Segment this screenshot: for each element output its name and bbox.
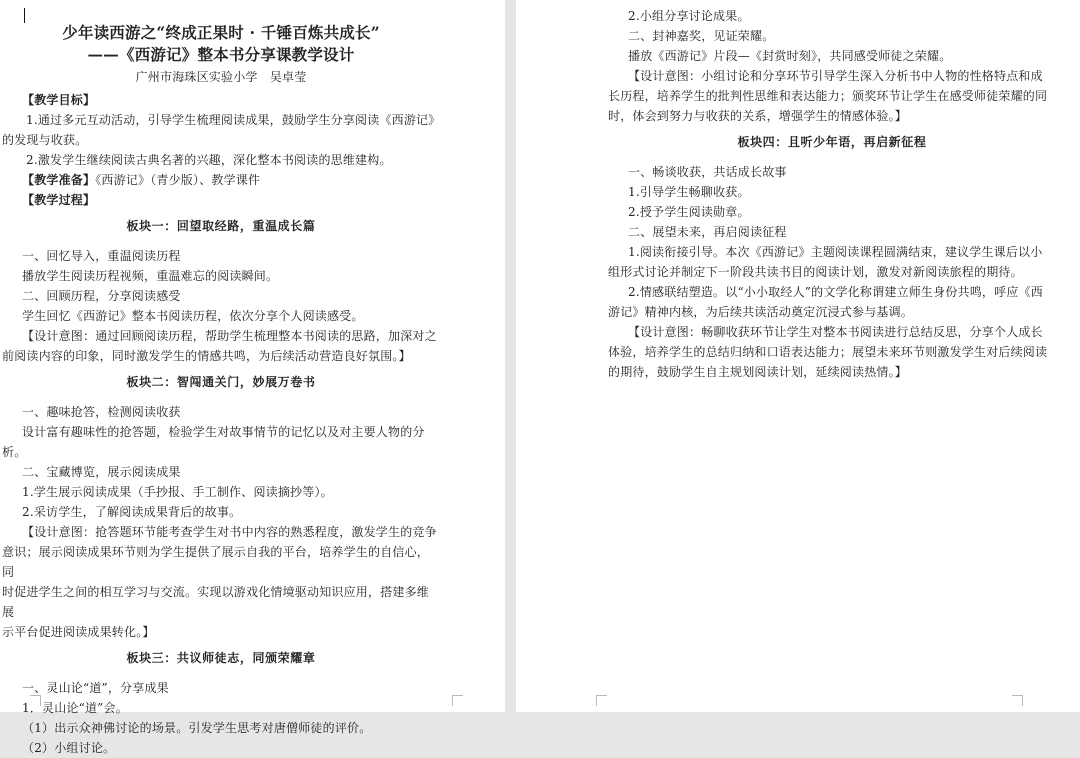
block-2-section-1: 一、趣味抢答，检测阅读收获 bbox=[22, 405, 181, 419]
block-3-section-2-text: 播放《西游记》片段—《封赏时刻》，共同感受师徒之荣耀。 bbox=[628, 49, 952, 63]
block-4-intent-b: 体验，培养学生的总结归纳和口语表达能力；展望未来环节则激发学生对后续阅读 bbox=[608, 345, 1048, 359]
block-1-section-2-text: 学生回忆《西游记》整本书阅读历程，依次分享个人阅读感受。 bbox=[22, 309, 364, 323]
prep-text: 《西游记》（青少版）、教学课件 bbox=[95, 173, 261, 187]
goal-2: 2.激发学生继续阅读古典名著的兴趣，深化整本书阅读的思维建构。 bbox=[26, 153, 392, 167]
block-3-item-1b: （2）小组讨论。 bbox=[22, 741, 116, 755]
block-4-s2-item-1b: 组形式讨论并制定下一阶段共读书目的阅读计划，激发对新阅读旅程的期待。 bbox=[608, 265, 1023, 279]
document-subtitle: ——《西游记》整本书分享课教学设计 bbox=[87, 45, 355, 64]
block-3-heading: 板块三：共议师徒志，同颁荣耀章 bbox=[126, 651, 316, 665]
author-line: 广州市海珠区实验小学 吴卓莹 bbox=[135, 70, 307, 84]
block-3-section-1: 一、灵山论“道”，分享成果 bbox=[22, 681, 169, 695]
block-4-heading: 板块四：且听少年语，再启新征程 bbox=[737, 135, 927, 149]
document-page-left bbox=[0, 0, 505, 755]
goal-1-line-b: 的发现与收获。 bbox=[2, 133, 88, 147]
block-3-intent-a: 【设计意图：小组讨论和分享环节引导学生深入分析书中人物的性格特点和成 bbox=[628, 69, 1043, 83]
block-2-section-2: 二、宝藏博览，展示阅读成果 bbox=[22, 465, 181, 479]
block-1-intent-a: 【设计意图：通过回顾阅读历程，帮助学生梳理整本书阅读的思路，加深对之 bbox=[22, 329, 437, 343]
block-4-item-2: 2.授予学生阅读勋章。 bbox=[628, 205, 750, 219]
page-right-content[interactable] bbox=[608, 6, 1056, 382]
block-1-heading: 板块一：回望取经路，重温成长篇 bbox=[126, 219, 316, 233]
goals-label: 【教学目标】 bbox=[22, 93, 96, 107]
block-2-item-1: 1.学生展示阅读成果（手抄报、手工制作、阅读摘抄等）。 bbox=[22, 485, 333, 499]
block-4-item-1: 1.引导学生畅聊收获。 bbox=[628, 185, 750, 199]
block-3-item-2: 2.小组分享讨论成果。 bbox=[628, 9, 750, 23]
block-1-section-1-text: 播放学生阅读历程视频，重温难忘的阅读瞬间。 bbox=[22, 269, 279, 283]
block-2-intent-d: 示平台促进阅读成果转化。】 bbox=[2, 625, 155, 639]
document-page-right bbox=[516, 0, 1080, 712]
block-2-intent-b: 意识；展示阅读成果环节则为学生提供了展示自我的平台，培养学生的自信心，同 bbox=[2, 545, 430, 579]
block-4-section-1: 一、畅谈收获，共话成长故事 bbox=[628, 165, 787, 179]
text-cursor bbox=[24, 8, 25, 23]
block-4-s2-item-2a: 2.情感联结塑造。以“小小取经人”的文学化称谓建立师生身份共鸣，呼应《西 bbox=[628, 285, 1043, 299]
block-1-section-2: 二、回顾历程，分享阅读感受 bbox=[22, 289, 181, 303]
block-1-section-1: 一、回忆导入，重温阅读历程 bbox=[22, 249, 181, 263]
block-2-intent-c: 时促进学生之间的相互学习与交流。实现以游戏化情境驱动知识应用，搭建多维展 bbox=[2, 585, 430, 619]
block-2-item-2: 2.采访学生，了解阅读成果背后的故事。 bbox=[22, 505, 242, 519]
goal-1-line-a: 1.通过多元互动活动，引导学生梳理阅读成果，鼓励学生分享阅读《西游记》 bbox=[26, 113, 441, 127]
block-2-intent-a: 【设计意图：抢答题环节能考查学生对书中内容的熟悉程度，激发学生的竞争 bbox=[22, 525, 437, 539]
margin-mark-bottom-right bbox=[452, 695, 463, 706]
prep-line bbox=[2, 170, 440, 190]
margin-mark-bottom-right bbox=[1012, 695, 1023, 706]
block-1-intent-b: 前阅读内容的印象，同时激发学生的情感共鸣，为后续活动营造良好氛围。】 bbox=[2, 349, 411, 363]
block-3-intent-b: 长历程，培养学生的批判性思维和表达能力；颁奖环节让学生在感受师徒荣耀的同 bbox=[608, 89, 1048, 103]
block-4-section-2: 二、展望未来，再启阅读征程 bbox=[628, 225, 787, 239]
prep-label: 【教学准备】 bbox=[22, 173, 96, 187]
block-3-intent-c: 时，体会到努力与收获的关系，增强学生的情感体验。】 bbox=[608, 109, 908, 123]
block-4-s2-item-2b: 游记》精神内核，为后续共读活动奠定沉浸式参与基调。 bbox=[608, 305, 914, 319]
block-4-intent-c: 的期待，鼓励学生自主规划阅读计划，延续阅读热情。】 bbox=[608, 365, 908, 379]
margin-mark-bottom-left bbox=[30, 695, 41, 706]
document-title: 少年读西游之“终成正果时 · 千锤百炼共成长” bbox=[62, 23, 380, 42]
block-3-section-2: 二、封神嘉奖，见证荣耀。 bbox=[628, 29, 775, 43]
block-3-item-1: 1．灵山论“道”会。 bbox=[22, 701, 128, 715]
process-label: 【教学过程】 bbox=[22, 193, 96, 207]
block-4-intent-a: 【设计意图：畅聊收获环节让学生对整本书阅读进行总结反思，分享个人成长 bbox=[628, 325, 1043, 339]
page-left-content[interactable] bbox=[2, 22, 440, 758]
margin-mark-bottom-left bbox=[596, 695, 607, 706]
block-4-s2-item-1a: 1.阅读衔接引导。本次《西游记》主题阅读课程圆满结束，建议学生课后以小 bbox=[628, 245, 1043, 259]
block-2-section-1-text: 设计富有趣味性的抢答题，检验学生对故事情节的记忆以及对主要人物的分析。 bbox=[2, 425, 425, 459]
block-3-item-1a: （1）出示众神佛讨论的场景。引发学生思考对唐僧师徒的评价。 bbox=[22, 721, 372, 735]
block-2-heading: 板块二：智闯通关门，妙展万卷书 bbox=[126, 375, 316, 389]
